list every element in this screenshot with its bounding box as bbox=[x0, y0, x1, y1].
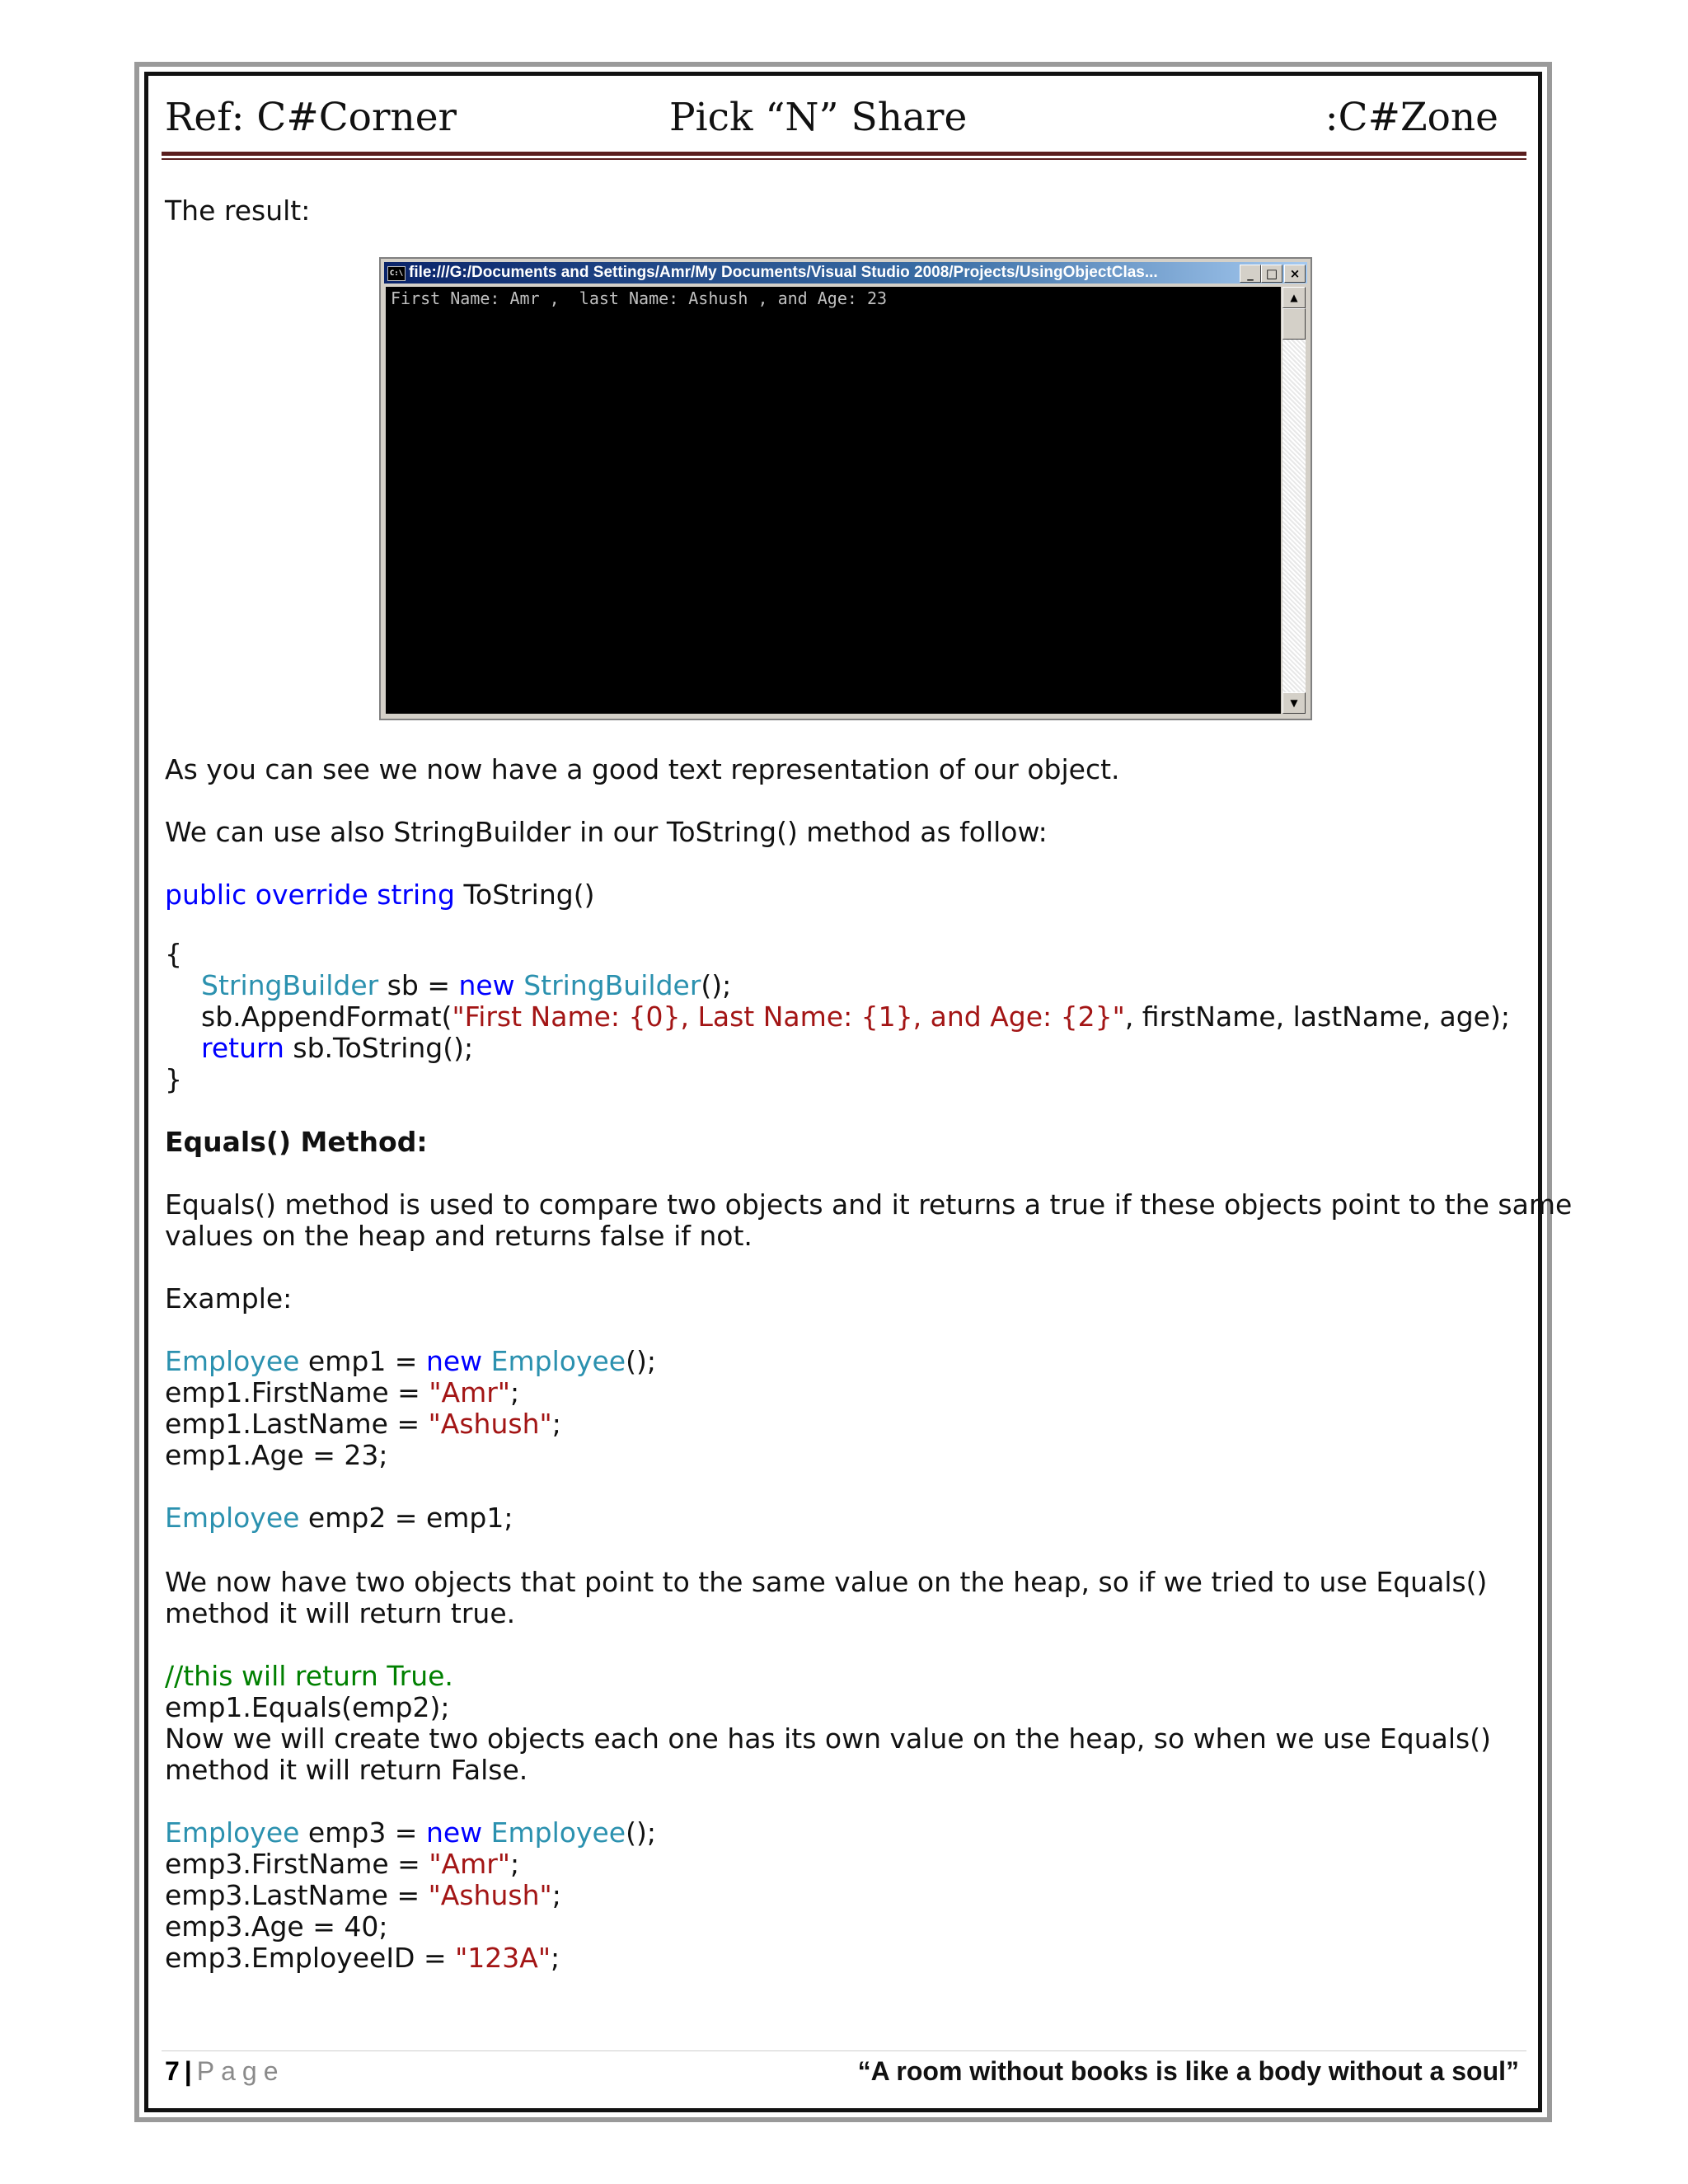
code-open-brace: { bbox=[165, 938, 182, 970]
para-own-heap-line1: Now we will create two objects each one has its own value on the heap, so when we use Equals() bbox=[165, 1722, 1491, 1755]
code-text: emp1 = bbox=[299, 1345, 426, 1377]
code-text bbox=[515, 969, 524, 1001]
equals-heading: Equals() Method: bbox=[165, 1126, 428, 1158]
console-icon: C:\ bbox=[387, 266, 406, 281]
code-text: ; bbox=[551, 1942, 560, 1974]
result-label: The result: bbox=[165, 194, 311, 227]
code-comment: //this will return True. bbox=[165, 1660, 453, 1692]
code-line-sb-decl bbox=[201, 970, 731, 1001]
code-emp3-age: emp3.Age = 40; bbox=[165, 1910, 388, 1943]
para-text-representation: As you can see we now have a good text representation of our object. bbox=[165, 753, 1120, 785]
code-string: "Ashush" bbox=[428, 1408, 552, 1440]
maximize-button[interactable]: □ bbox=[1261, 265, 1282, 283]
code-text: emp3.EmployeeID = bbox=[165, 1942, 456, 1974]
console-output: First Name: Amr , last Name: Ashush , and Age: 23 bbox=[391, 288, 888, 308]
footer-quote: “A room without books is like a body without a soul” bbox=[857, 2056, 1519, 2086]
code-text: emp1.LastName = bbox=[165, 1408, 429, 1440]
para-same-heap-line1: We now have two objects that point to the same value on the heap, so if we tried to use Equals() bbox=[165, 1566, 1488, 1598]
code-string: "First Name: {0}, Last Name: {1}, and Age: {2}" bbox=[452, 1001, 1125, 1033]
para-own-heap-line2: method it will return False. bbox=[165, 1754, 528, 1786]
header-right: :C#Zone bbox=[1325, 95, 1498, 140]
console-window bbox=[379, 257, 1312, 720]
footer-rule bbox=[162, 2050, 1526, 2051]
scroll-down-arrow-icon[interactable]: ▼ bbox=[1282, 692, 1306, 714]
header-rule-thin bbox=[162, 158, 1526, 160]
code-string: "Amr" bbox=[429, 1848, 510, 1880]
code-keyword: new bbox=[458, 969, 515, 1001]
code-text: ; bbox=[551, 1408, 561, 1440]
close-button[interactable]: × bbox=[1284, 265, 1306, 283]
footer-page-label bbox=[165, 2056, 284, 2087]
code-keyword: new bbox=[425, 1816, 483, 1849]
code-keyword: return bbox=[201, 1032, 284, 1064]
code-emp3-decl bbox=[165, 1817, 656, 1849]
code-text bbox=[482, 1345, 491, 1377]
code-type: Employee bbox=[165, 1502, 300, 1534]
equals-desc-line1: Equals() method is used to compare two objects and it returns a true if these objects point to the same bbox=[165, 1188, 1573, 1221]
code-string: "Ashush" bbox=[428, 1879, 552, 1911]
code-emp3-firstname bbox=[165, 1849, 519, 1880]
code-close-brace: } bbox=[165, 1063, 182, 1095]
header-left: Ref: C#Corner bbox=[165, 95, 457, 140]
code-emp3-lastname bbox=[165, 1880, 561, 1911]
code-text bbox=[482, 1816, 491, 1849]
code-text: emp1.FirstName = bbox=[165, 1376, 429, 1408]
example-label: Example: bbox=[165, 1282, 293, 1315]
code-line-appendformat bbox=[201, 1001, 1510, 1033]
code-text: ; bbox=[551, 1879, 561, 1911]
code-type: StringBuilder bbox=[523, 969, 701, 1001]
minimize-button[interactable]: _ bbox=[1240, 265, 1261, 283]
code-line-return bbox=[201, 1033, 473, 1064]
header-rule-thick bbox=[162, 152, 1526, 156]
equals-desc-line2: values on the heap and returns false if not. bbox=[165, 1220, 753, 1252]
code-emp3-employeeid bbox=[165, 1943, 560, 1974]
code-line-signature bbox=[165, 879, 594, 911]
code-type: Employee bbox=[490, 1345, 626, 1377]
console-screen bbox=[386, 287, 1281, 714]
code-text: sb.ToString(); bbox=[284, 1032, 474, 1064]
code-emp1-firstname bbox=[165, 1377, 519, 1408]
code-text: emp3 = bbox=[299, 1816, 426, 1849]
code-text: ; bbox=[509, 1376, 520, 1408]
header-center: Pick “N” Share bbox=[669, 95, 968, 140]
scroll-up-arrow-icon[interactable]: ▲ bbox=[1282, 287, 1306, 308]
code-text: ToString() bbox=[455, 879, 595, 911]
code-text: (); bbox=[701, 969, 732, 1001]
code-type: Employee bbox=[490, 1816, 626, 1849]
console-title-bar bbox=[384, 262, 1307, 284]
console-scrollbar[interactable] bbox=[1282, 287, 1306, 714]
code-emp2-decl bbox=[165, 1502, 513, 1534]
code-type: Employee bbox=[165, 1345, 300, 1377]
code-type: Employee bbox=[165, 1816, 300, 1849]
code-text: sb = bbox=[378, 969, 459, 1001]
code-type: StringBuilder bbox=[201, 969, 379, 1001]
code-text: emp3.LastName = bbox=[165, 1879, 429, 1911]
code-text: (); bbox=[626, 1816, 656, 1849]
code-emp1-decl bbox=[165, 1346, 656, 1377]
code-text: ; bbox=[509, 1848, 520, 1880]
code-keyword: public override string bbox=[165, 879, 455, 911]
page-number: 7 bbox=[165, 2056, 180, 2086]
code-keyword: new bbox=[425, 1345, 483, 1377]
code-string: "Amr" bbox=[429, 1376, 510, 1408]
console-title: file:///G:/Documents and Settings/Amr/My Documents/Visual Studio 2008/Projects/UsingObjectClas... bbox=[409, 264, 1158, 281]
code-text: (); bbox=[626, 1345, 656, 1377]
code-emp1-lastname bbox=[165, 1408, 561, 1440]
code-text: sb.AppendFormat( bbox=[201, 1001, 452, 1033]
code-equals-call: emp1.Equals(emp2); bbox=[165, 1691, 450, 1723]
footer-separator: | bbox=[184, 2056, 192, 2086]
scroll-thumb[interactable] bbox=[1282, 308, 1306, 340]
para-stringbuilder: We can use also StringBuilder in our ToString() method as follow: bbox=[165, 816, 1048, 848]
code-string: "123A" bbox=[455, 1942, 551, 1974]
code-emp1-age: emp1.Age = 23; bbox=[165, 1439, 388, 1471]
page-word: Page bbox=[196, 2056, 285, 2086]
code-text: emp2 = emp1; bbox=[299, 1502, 513, 1534]
para-same-heap-line2: method it will return true. bbox=[165, 1597, 516, 1629]
code-text: emp3.FirstName = bbox=[165, 1848, 429, 1880]
code-text: , firstName, lastName, age); bbox=[1124, 1001, 1510, 1033]
